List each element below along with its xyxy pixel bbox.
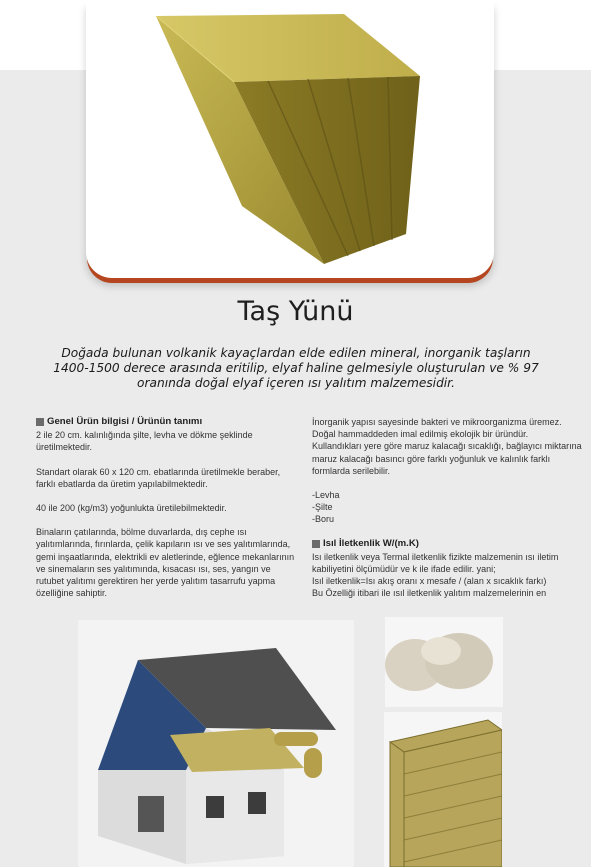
intro-text: Doğada bulunan volkanik kayaçlardan elde edilen mineral, inorganik taşların 1400-1500 derece arasında eritilip, elyaf haline gelmesiyle oluşturulan ve % 97 oranında doğal elyaf içeren ısı yalıtım malzemesidir. bbox=[53, 346, 539, 390]
loose-wool-image bbox=[385, 617, 503, 707]
house-insulation-image bbox=[78, 620, 354, 867]
wool-slabs-image bbox=[384, 712, 502, 867]
section-heading-label: Isıl İletkenlik W/(m.K) bbox=[323, 537, 419, 549]
section-heading-label: Genel Ürün bilgisi / Ürünün tanımı bbox=[47, 416, 203, 427]
left-column bbox=[36, 416, 298, 599]
list-item: -Boru bbox=[312, 514, 335, 525]
right-column bbox=[312, 416, 582, 600]
list-item: -Levha bbox=[312, 490, 340, 501]
paragraph: Isı iletkenlik veya Termal iletkenlik fizikte malzemenin ısı iletim kabiliyetini ölçümüdür ve k ile ifade edilir. yani; bbox=[312, 551, 559, 575]
square-bullet-icon bbox=[36, 418, 44, 426]
paragraph: Binaların çatılarında, bölme duvarlarda, dış cephe ısı yalıtımlarında, fırınlarda, çelik kapıların ısı ve ses yalıtımlarında, gemi inşaatlarında, elektrikli ev aletlerinde, eğlence mekanlarının ve sinemaların ses yalıtımında, kısacası ısı, ses, yangın ve rutubet yalıtımı gerektiren her yerde yalıtım tasarrufu yapma özelliğine sahiptir. bbox=[36, 527, 295, 599]
paragraph: Standart olarak 60 x 120 cm. ebatlarında üretilmekle beraber, farklı ebatlarda da üretim yapılabilmektedir. bbox=[36, 466, 281, 489]
stone-wool-block-image bbox=[148, 6, 428, 268]
section-heading bbox=[312, 538, 582, 550]
paragraph: Kullandıkları yere göre maruz kalacağı sıcaklığı, bağlayıcı miktarına maruz kalacağı basıncı göre farklı yoğunluk ve kalınlık farklı formlarda serilebilir. bbox=[312, 441, 582, 476]
list-item: -Şilte bbox=[312, 502, 333, 513]
paragraph: Isıl iletkenlik=Isı akış oranı x mesafe / (alan x sıcaklık farkı) bbox=[312, 576, 547, 587]
section-heading bbox=[36, 416, 298, 428]
square-bullet-icon bbox=[312, 540, 320, 548]
hero-card bbox=[86, 0, 494, 278]
paragraph: İnorganik yapısı sayesinde bakteri ve mikroorganizma üremez. Doğal hammaddeden imal edilmiş ekolojik bir üründür. bbox=[312, 417, 562, 440]
page-title: Taş Yünü bbox=[237, 296, 354, 327]
paragraph: 2 ile 20 cm. kalınlığında şilte, levha ve dökme şeklinde üretilmektedir. bbox=[36, 430, 253, 453]
paragraph: Bu Özelliği itibari ile ısıl iletkenlik yalıtım malzemelerinin en bbox=[312, 588, 547, 599]
paragraph: 40 ile 200 (kg/m3) yoğunlukta üretilebilmektedir. bbox=[36, 503, 227, 514]
